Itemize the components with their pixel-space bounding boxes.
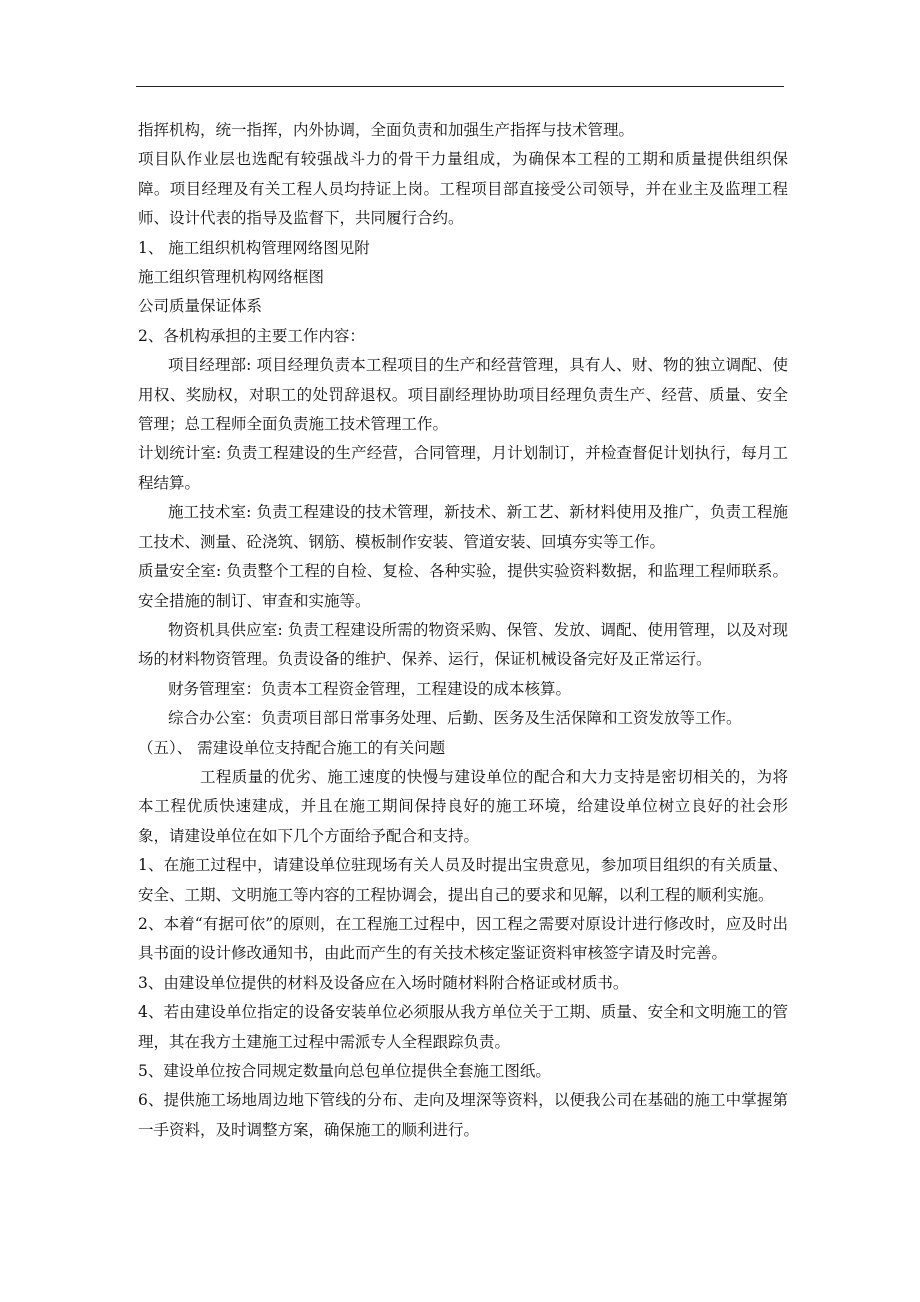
section-item: 2、各机构承担的主要工作内容：	[138, 326, 365, 345]
list-item: 5、建设单位按合同规定数量向总包单位提供全套施工图纸。	[138, 1062, 551, 1080]
list-item: 2、本着“有据可依”的原则，在工程施工过程中，因工程之需要对原设计进行修改时，应及时出具书面的设计修改通知书，由此而产生的有关技术核定鉴证资料审核签字请及时完善。	[138, 914, 788, 963]
document-body	[138, 116, 788, 1145]
paragraph: 工程质量的优劣、施工速度的快慢与建设单位的配合和大力支持是密切相关的，为将本工程优质快速建成，并且在施工期间保持良好的施工环境，给建设单位树立良好的社会形象，请建设单位在如下几个方面给予配合和支持。	[138, 767, 788, 845]
paragraph: 指挥机构，统一指挥，内外协调，全面负责和加强生产指挥与技术管理。	[138, 121, 635, 139]
list-item: 1、在施工过程中，请建设单位驻现场有关人员及时提出宝贵意见，参加项目组织的有关质量、安全、工期、文明施工等内容的工程协调会，提出自己的要求和见解，以利工程的顺利实施。	[138, 856, 788, 904]
list-item: 4、若由建设单位指定的设备安装单位必须服从我方单位关于工期、质量、安全和文明施工的管理，其在我方土建施工过程中需派专人全程跟踪负责。	[138, 1003, 788, 1051]
paragraph: 物资机具供应室: 负责工程建设所需的物资采购、保管、发放、调配、使用管理，以及对现场的材料物资管理。负责设备的维护、保养、运行，保证机械设备完好及正常运行。	[138, 620, 788, 669]
paragraph: 施工组织管理机构网络框图	[138, 268, 325, 287]
paragraph: 项目经理部: 项目经理负责本工程项目的生产和经营管理，具有人、财、物的独立调配、使用权、奖励权，对职工的处罚辞退权。项目副经理协助项目经理负责生产、经营、质量、安全管理；总工程师全面负责施工技术管理工作。	[138, 356, 788, 434]
paragraph: 质量安全室: 负责整个工程的自检、复检、各种实验，提供实验资料数据，和监理工程师联系。安全措施的制订、审查和实施等。	[138, 562, 788, 610]
header-rule	[136, 86, 784, 87]
paragraph: 公司质量保证体系	[138, 297, 263, 316]
paragraph: 综合办公室：负责项目部日常事务处理、后勤、医务及生活保障和工资发放等工作。	[168, 709, 742, 728]
list-item: 6、提供施工场地周边地下管线的分布、走向及埋深等资料，以便我公司在基础的施工中掌握第一手资料，及时调整方案，确保施工的顺利进行。	[138, 1091, 788, 1139]
paragraph: 项目队作业层也选配有较强战斗力的骨干力量组成，为确保本工程的工期和质量提供组织保障。项目经理及有关工程人员均持证上岗。工程项目部直接受公司领导，并在业主及监理工程师、设计代表的指导及监督下，共同履行合约。	[138, 150, 788, 228]
paragraph: 财务管理室：负责本工程资金管理，工程建设的成本核算。	[168, 679, 572, 698]
section-heading: （五）、 需建设单位支持配合施工的有关问题	[138, 738, 446, 757]
list-item: 3、由建设单位提供的材料及设备应在入场时随材料附合格证或材质书。	[138, 973, 629, 992]
section-item: 1、 施工组织机构管理网络图见附	[138, 238, 370, 257]
paragraph: 施工技术室: 负责工程建设的技术管理，新技术、新工艺、新材料使用及推广，负责工程施工技术、测量、砼浇筑、钢筋、模板制作安装、管道安装、回填夯实等工作。	[138, 503, 788, 551]
paragraph: 计划统计室: 负责工程建设的生产经营，合同管理，月计划制订，并检查督促计划执行，每月工程结算。	[138, 444, 788, 492]
